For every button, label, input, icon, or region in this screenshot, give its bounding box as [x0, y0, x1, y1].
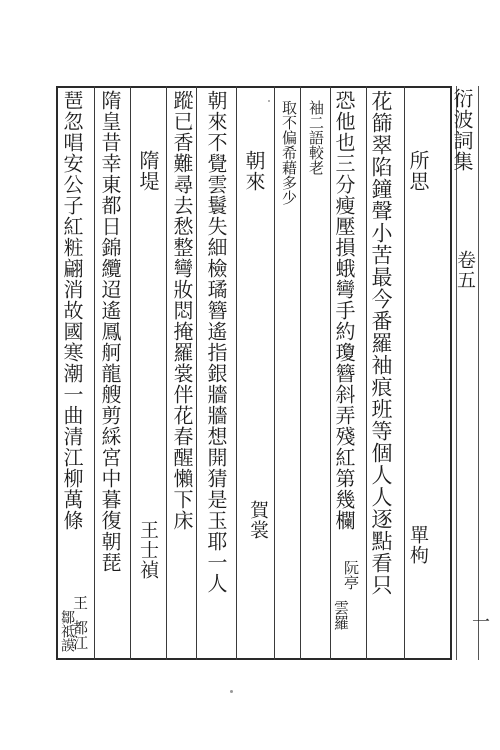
margin-rule	[478, 86, 479, 660]
commentary-note: 雲羅	[332, 600, 350, 630]
book-title: 衍波詞集	[450, 88, 474, 172]
volume-label: 卷五	[454, 250, 476, 290]
poem-text-line: 隋皇昔幸東都日錦纜迢遙鳳舸龍艘剪綵宮中暮復朝琵	[98, 90, 122, 573]
commentator-wang: 王	[71, 595, 89, 610]
column-rule	[330, 86, 331, 660]
poem-title-suosi: 所思	[406, 150, 430, 192]
column-rule	[366, 86, 367, 660]
author-shanju: 單枸	[407, 525, 429, 565]
column-rule	[404, 86, 405, 660]
page-number: 一	[469, 612, 490, 631]
column-rule	[236, 86, 237, 660]
commentator-zouzhimo: 鄒祗謨	[59, 610, 75, 652]
column-rule	[166, 86, 167, 660]
paper-speck	[230, 690, 233, 693]
author-wangshizhen: 王士禎	[137, 520, 159, 580]
column-rule	[94, 86, 95, 660]
commentator-ruanting: 阮亭	[342, 560, 360, 590]
column-rule	[300, 86, 301, 660]
poem-text-line: 琶忽唱安公子紅粧翩消故國寒潮一曲清江柳萬條	[60, 90, 84, 531]
poem-text-line: 蹤已香難尋去愁整彎妝悶掩羅裳伴花春醒懶下床	[170, 90, 194, 531]
commentary-line: 袖二語較老	[307, 100, 325, 175]
column-rule	[274, 86, 275, 660]
paper-speck	[268, 100, 270, 102]
column-rule	[130, 86, 131, 660]
poem-title-zhaolai: 朝來	[242, 150, 266, 192]
poem-text-line: 朝來不覺雲鬟失細檢璚簪遙指銀牆牆想開猜是玉耶一人	[204, 90, 228, 594]
poem-title-suidi: 隋堤	[136, 150, 160, 192]
margin-rule	[456, 86, 457, 660]
poem-text-line: 花篩翠陷鐘聲小苦最今番羅袖痕班等個人人逐點看只	[369, 90, 393, 596]
commentator-dujiang: 都江	[71, 620, 89, 650]
poem-text-line: 恐他也三分瘦壓損蛾彎手約瓊簪斜弄殘紅第幾欄	[332, 90, 356, 531]
commentary-line: 取不偏希藉多少	[280, 100, 298, 205]
column-rule	[196, 86, 197, 660]
author-heshang: 賀裳	[247, 500, 269, 540]
